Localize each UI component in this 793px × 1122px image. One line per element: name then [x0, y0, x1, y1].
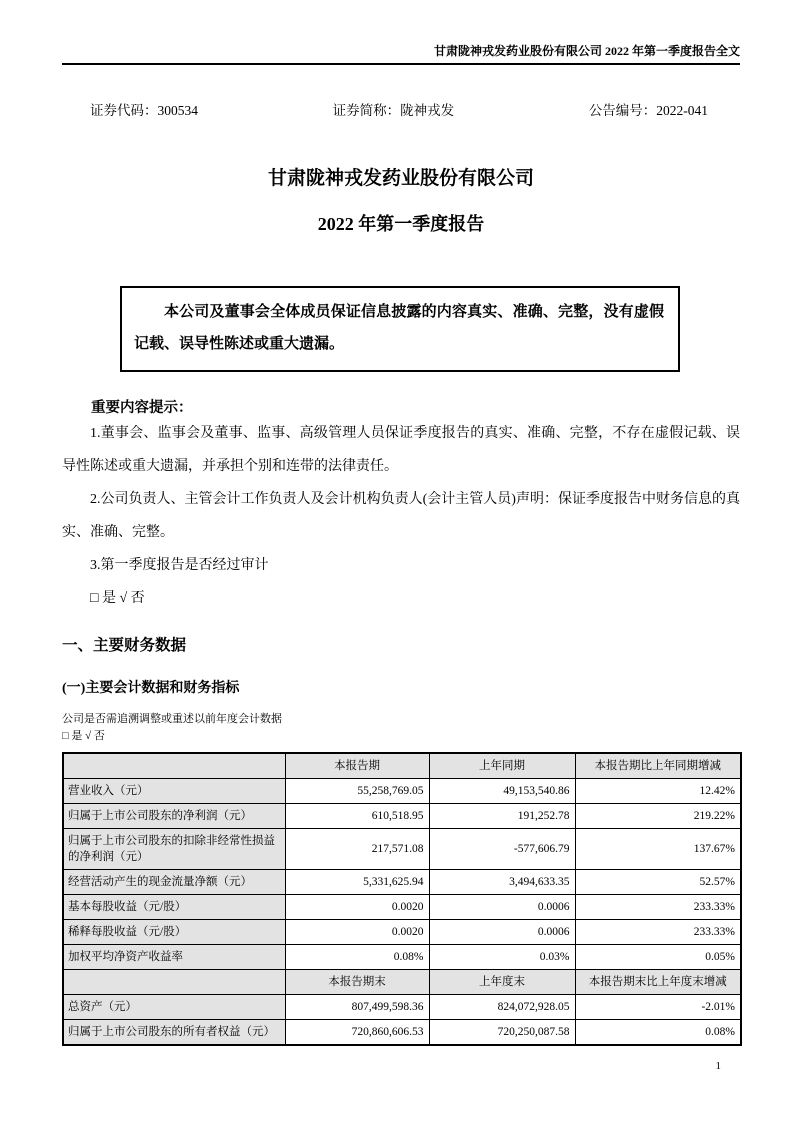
stock-name: 证券简称：陇神戎发 — [332, 103, 455, 118]
table-row — [63, 870, 741, 895]
metric-prior: 191,252.78 — [429, 804, 575, 829]
metric-prior: -577,606.79 — [429, 829, 575, 870]
subsection-heading-accounting-indicators: (一)主要会计数据和财务指标 — [62, 681, 240, 696]
metric-current: 0.0020 — [285, 895, 429, 920]
metric-current: 720,860,606.53 — [285, 1020, 429, 1046]
metric-change: 0.08% — [575, 1020, 741, 1046]
header-period-change: 本报告期比上年同期增减 — [575, 753, 741, 779]
table-row — [63, 995, 741, 1020]
metric-prior: 824,072,928.05 — [429, 995, 575, 1020]
metric-prior: 49,153,540.86 — [429, 779, 575, 804]
board-statement-text: 本公司及董事会全体成员保证信息披露的内容真实、准确、完整，没有虚假记载、误导性陈述或重大遗漏。 — [134, 304, 664, 352]
metric-change: -2.01% — [575, 995, 741, 1020]
metric-current: 610,518.95 — [285, 804, 429, 829]
section-heading-main-financial-data: 一、主要财务数据 — [62, 637, 187, 654]
header-current-period: 本报告期 — [285, 753, 429, 779]
table-row — [63, 779, 741, 804]
metric-prior: 0.0006 — [429, 895, 575, 920]
metric-label: 加权平均净资产收益率 — [63, 945, 285, 970]
metric-prior: 0.03% — [429, 945, 575, 970]
board-statement-box — [120, 286, 680, 372]
metric-change: 233.33% — [575, 920, 741, 945]
header-period-end-change: 本报告期末比上年度末增减 — [575, 970, 741, 995]
metric-label: 营业收入（元） — [63, 779, 285, 804]
metric-label: 基本每股收益（元/股） — [63, 895, 285, 920]
table-header-period-end — [63, 970, 741, 995]
metric-prior: 3,494,633.35 — [429, 870, 575, 895]
metric-change: 52.57% — [575, 870, 741, 895]
page-number: 1 — [715, 1060, 721, 1072]
metric-label: 经营活动产生的现金流量净额（元） — [63, 870, 285, 895]
metric-label: 归属于上市公司股东的扣除非经常性损益的净利润（元） — [63, 829, 285, 870]
metric-current: 807,499,598.36 — [285, 995, 429, 1020]
announcement-number: 公告编号：2022-041 — [588, 103, 708, 118]
metric-label: 稀释每股收益（元/股） — [63, 920, 285, 945]
metric-change: 0.05% — [575, 945, 741, 970]
metric-current: 0.0020 — [285, 920, 429, 945]
metric-label: 总资产（元） — [63, 995, 285, 1020]
header-empty-cell — [63, 753, 285, 779]
header-period-end: 本报告期末 — [285, 970, 429, 995]
table-row — [63, 804, 741, 829]
metric-change: 233.33% — [575, 895, 741, 920]
header-prior-year-end: 上年度末 — [429, 970, 575, 995]
metric-label: 归属于上市公司股东的所有者权益（元） — [63, 1020, 285, 1046]
table-row — [63, 829, 741, 870]
table-row — [63, 895, 741, 920]
metric-label: 归属于上市公司股东的净利润（元） — [63, 804, 285, 829]
metric-current: 55,258,769.05 — [285, 779, 429, 804]
financial-data-table — [62, 752, 742, 1046]
restatement-question: 公司是否需追溯调整或重述以前年度会计数据 — [62, 713, 282, 725]
running-header-text: 甘肃陇神戎发药业股份有限公司 2022 年第一季度报告全文 — [433, 44, 740, 58]
report-title: 2022 年第一季度报告 — [317, 214, 485, 234]
restatement-answer: □ 是 √ 否 — [62, 730, 105, 742]
important-note-2: 2.公司负责人、主管会计工作负责人及会计机构负责人(会计主管人员)声明：保证季度报告中财务信息的真实、准确、完整。 — [62, 492, 740, 540]
stock-info-row — [62, 99, 740, 119]
running-header — [62, 0, 740, 65]
metric-change: 137.67% — [575, 829, 741, 870]
metric-current: 217,571.08 — [285, 829, 429, 870]
stock-code: 证券代码：300534 — [90, 103, 198, 118]
metric-prior: 720,250,087.58 — [429, 1020, 575, 1046]
metric-change: 12.42% — [575, 779, 741, 804]
table-row — [63, 1020, 741, 1046]
header-prior-period: 上年同期 — [429, 753, 575, 779]
company-title: 甘肃陇神戎发药业股份有限公司 — [267, 168, 534, 189]
table-row — [63, 920, 741, 945]
metric-current: 0.08% — [285, 945, 429, 970]
metric-change: 219.22% — [575, 804, 741, 829]
header-empty-cell — [63, 970, 285, 995]
audit-answer: □ 是 √ 否 — [90, 591, 145, 606]
table-row — [63, 945, 741, 970]
important-notes-heading: 重要内容提示： — [91, 400, 193, 416]
metric-prior: 0.0006 — [429, 920, 575, 945]
metric-current: 5,331,625.94 — [285, 870, 429, 895]
table-header-period — [63, 753, 741, 779]
important-note-3: 3.第一季度报告是否经过审计 — [90, 558, 269, 573]
important-note-1: 1.董事会、监事会及董事、监事、高级管理人员保证季度报告的真实、准确、完整，不存在虚假记载、误导性陈述或重大遗漏，并承担个别和连带的法律责任。 — [62, 426, 740, 474]
